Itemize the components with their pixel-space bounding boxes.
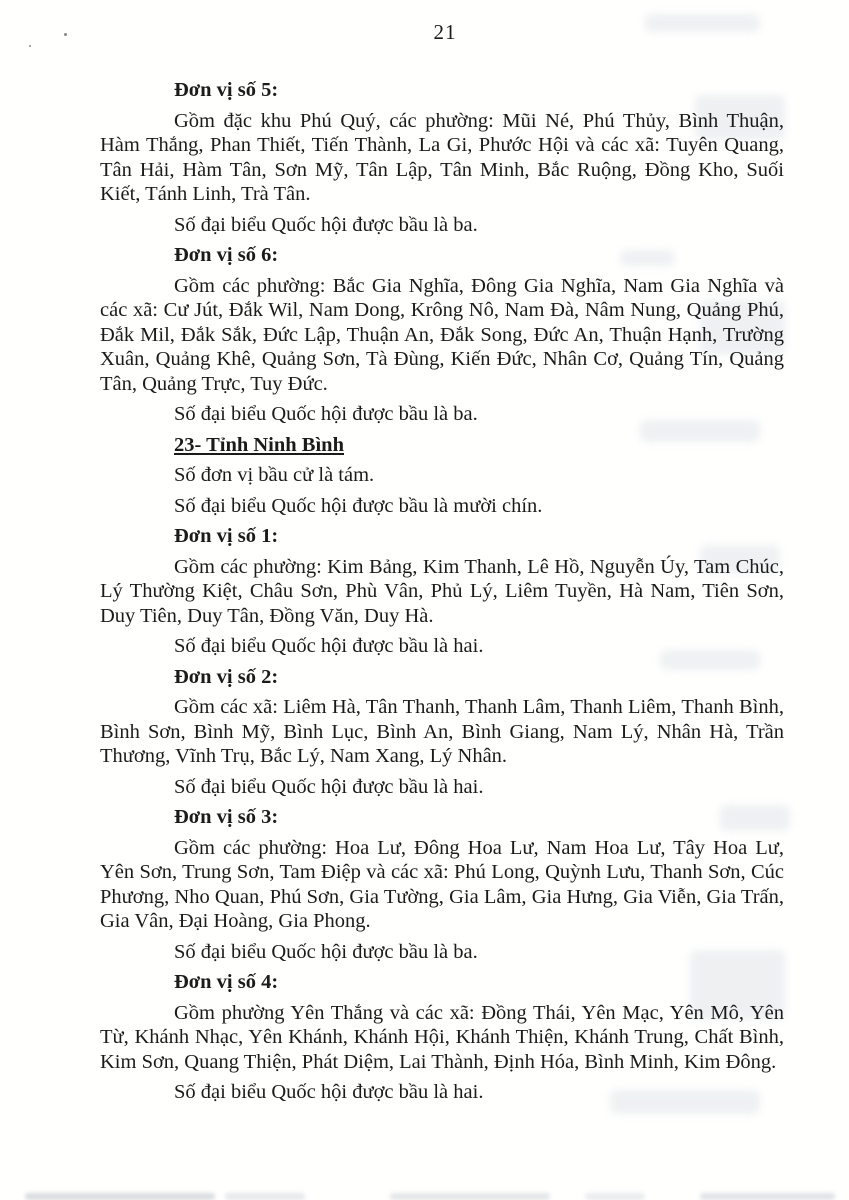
province-units-line: Số đơn vị bầu cử là tám. xyxy=(174,464,375,486)
scan-edge-patch xyxy=(585,1193,645,1200)
province-deputies-line: Số đại biểu Quốc hội được bầu là mười chín. xyxy=(174,494,543,517)
province-heading-ninh-binh xyxy=(100,433,784,458)
unit-1-deputies-line: Số đại biểu Quốc hội được bầu là hai. xyxy=(174,635,484,657)
document-body xyxy=(100,78,784,1111)
unit-6-deputies-line: Số đại biểu Quốc hội được bầu là ba. xyxy=(174,403,478,425)
scan-edge-patch xyxy=(25,1193,215,1200)
scan-edge-artifact xyxy=(0,1188,849,1200)
unit-4-localities: Gồm phường Yên Thắng và các xã: Đồng Thái, Yên Mạc, Yên Mô, Yên Từ, Khánh Nhạc, Yên Khánh, Khánh Hội, Khánh Thiện, Khánh Trung, Chất Bình, Kim Sơn, Quang Thiện, Phát Diệm, Lai Thành, Định Hóa, Bình Minh, Kim Đông. xyxy=(100,1001,784,1073)
province-heading-text: 23- Tỉnh Ninh Bình xyxy=(174,433,344,456)
scan-edge-patch xyxy=(700,1193,835,1200)
unit-3-localities: Gồm các phường: Hoa Lư, Đông Hoa Lư, Nam Hoa Lư, Tây Hoa Lư, Yên Sơn, Trung Sơn, Tam Điệp và các xã: Phú Long, Quỳnh Lưu, Thanh Sơn, Cúc Phương, Nho Quan, Phú Sơn, Gia Tường, Gia Lâm, Gia Hưng, Gia Viễn, Gia Trấn, Gia Vân, Đại Hoàng, Gia Phong. xyxy=(100,836,784,932)
unit-heading-2: Đơn vị số 2: xyxy=(174,665,279,688)
unit-heading-1: Đơn vị số 1: xyxy=(174,525,279,547)
unit-heading-5: Đơn vị số 5: xyxy=(174,79,279,101)
unit-heading-4: Đơn vị số 4: xyxy=(174,971,279,993)
unit-5-deputies-line: Số đại biểu Quốc hội được bầu là ba. xyxy=(174,213,478,236)
scan-edge-patch xyxy=(225,1193,305,1200)
scan-edge-patch xyxy=(390,1193,550,1200)
unit-1-localities: Gồm các phường: Kim Bảng, Kim Thanh, Lê Hồ, Nguyễn Úy, Tam Chúc, Lý Thường Kiệt, Châu Sơn, Phù Vân, Phủ Lý, Liêm Tuyền, Hà Nam, Tiên Sơn, Duy Tiên, Duy Tân, Đồng Văn, Duy Hà. xyxy=(100,555,784,627)
scan-speckle xyxy=(64,33,67,36)
unit-4-deputies-line: Số đại biểu Quốc hội được bầu là hai. xyxy=(174,1081,484,1103)
page-number: 21 xyxy=(433,20,457,44)
scan-speckle xyxy=(29,45,31,47)
unit-2-localities: Gồm các xã: Liêm Hà, Tân Thanh, Thanh Lâm, Thanh Liêm, Thanh Bình, Bình Sơn, Bình Mỹ, Bình Lục, Bình An, Bình Giang, Nam Lý, Nhân Hà, Trần Thương, Vĩnh Trụ, Bắc Lý, Nam Xang, Lý Nhân. xyxy=(100,696,784,767)
unit-2-deputies-line: Số đại biểu Quốc hội được bầu là hai. xyxy=(174,775,484,798)
bleedthrough-mark xyxy=(645,14,760,32)
unit-heading-3: Đơn vị số 3: xyxy=(174,806,279,828)
unit-6-localities: Gồm các phường: Bắc Gia Nghĩa, Đông Gia Nghĩa, Nam Gia Nghĩa và các xã: Cư Jút, Đắk Wil, Nam Dong, Krông Nô, Nam Đà, Nâm Nung, Quảng Phú, Đắk Mil, Đắk Sắk, Đức Lập, Thuận An, Đắk Song, Đức An, Thuận Hạnh, Trường Xuân, Quảng Khê, Quảng Sơn, Tà Đùng, Kiến Đức, Nhân Cơ, Quảng Tín, Quảng Tân, Quảng Trực, Tuy Đức. xyxy=(100,274,784,395)
unit-5-localities: Gồm đặc khu Phú Quý, các phường: Mũi Né, Phú Thủy, Bình Thuận, Hàm Thắng, Phan Thiết, Tiến Thành, La Gi, Phước Hội và các xã: Tuyên Quang, Tân Hải, Hàm Tân, Sơn Mỹ, Tân Lập, Tân Minh, Bắc Ruộng, Đồng Kho, Suối Kiết, Tánh Linh, Trà Tân. xyxy=(100,109,784,205)
unit-3-deputies-line: Số đại biểu Quốc hội được bầu là ba. xyxy=(174,940,478,963)
unit-heading-6: Đơn vị số 6: xyxy=(174,244,279,266)
